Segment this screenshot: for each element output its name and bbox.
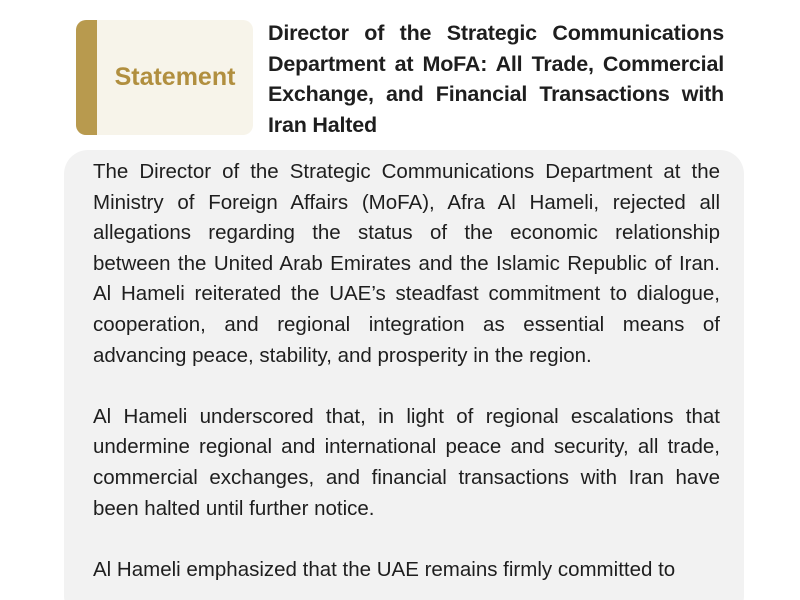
paragraph: Al Hameli underscored that, in light of regional escalations that undermine regional and international peace and security, all trade, commercial exchanges, and financial transactions with Iran have been halted until further notice.	[93, 404, 720, 520]
paragraph: The Director of the Strategic Communications Department at the Ministry of Foreign Affairs (MoFA), Afra Al Hameli, rejected all allegations regarding the status of the economic relationship between the United Arab Emirates and the Islamic Republic of Iran. Al Hameli reiterated the UAE’s steadfast commitment to dialogue, cooperation, and regional integration as essential means of advancing peace, stability, and prosperity in the region.	[93, 160, 720, 367]
paragraph: Al Hameli emphasized that the UAE remains firmly committed to	[93, 557, 676, 581]
statement-badge	[76, 20, 253, 135]
headline: Director of the Strategic Communications Department at MoFA: All Trade, Commercial Exchange, and Financial Transactions with Iran Halted	[268, 21, 724, 137]
badge-label: Statement	[114, 63, 236, 91]
badge-accent-bar	[76, 20, 97, 135]
statement-body	[93, 157, 720, 600]
